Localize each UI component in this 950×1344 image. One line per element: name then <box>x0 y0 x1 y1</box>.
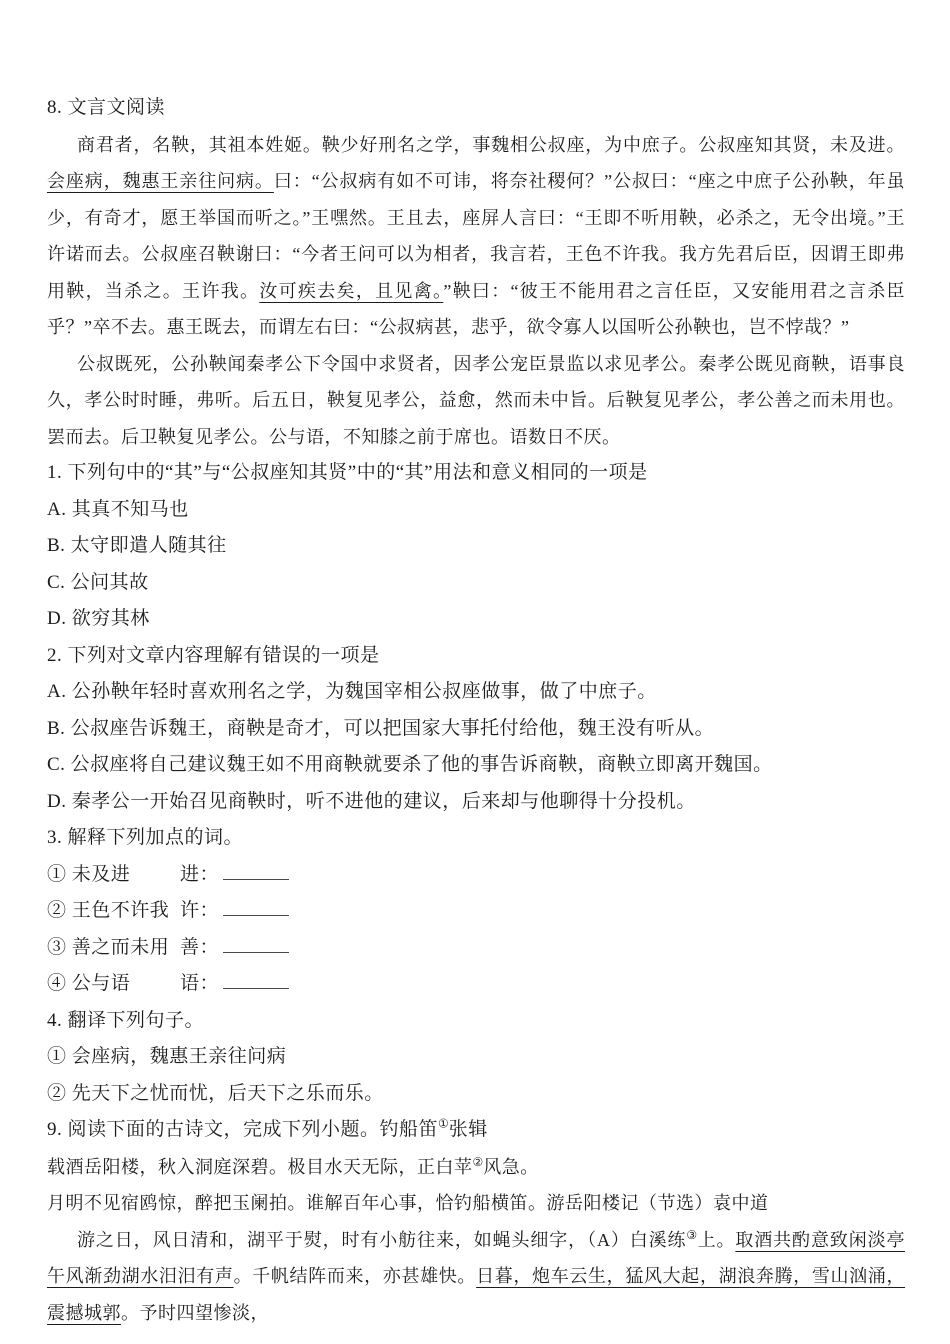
q9-poem-line-1 <box>47 1149 905 1186</box>
text-run: 9. 阅读下面的古诗文，完成下列小题。钓船笛 <box>47 1119 439 1140</box>
q3-item-1-phrase: ① 未及进 <box>47 863 131 885</box>
text-run: 游之日，风日清和，湖平于熨，时有小舫往来，如蝇头细字，（A）白溪练 <box>77 1229 687 1250</box>
q2-option-a: A. 公孙鞅年轻时喜欢刑名之学，为魏国宰相公叔座做事，做了中庶子。 <box>47 681 657 702</box>
q3-stem: 3. 解释下列加点的词。 <box>47 827 244 848</box>
text-run: 月明不见宿鸥惊，醉把玉阑拍。谁解百年心事，恰钓船横笛。游岳阳楼记（节选）袁中道 <box>47 1193 769 1213</box>
q8-passage-paragraph-2 <box>47 346 905 456</box>
text-run: 风急。 <box>483 1156 539 1177</box>
q8-passage-paragraph-1 <box>47 127 905 346</box>
q1-option-c: C. 公问其故 <box>47 571 149 593</box>
q8-heading: 8. 文言文阅读 <box>47 97 166 118</box>
q1-option-a: A. 其真不知马也 <box>47 498 189 520</box>
q1-stem: 1. 下列句中的“其”与“公叔座知其贤”中的“其”用法和意义相同的一项是 <box>47 462 648 483</box>
q4-stem: 4. 翻译下列句子。 <box>47 1009 205 1031</box>
q1-option-d: D. 欲穷其林 <box>47 608 150 629</box>
q4-item-1: ① 会座病，魏惠王亲往问病 <box>47 1046 287 1067</box>
footnote-marker: ② <box>472 1154 484 1169</box>
q2-option-b: B. 公叔座告诉魏王，商鞅是奇才，可以把国家大事托付给他，魏王没有听从。 <box>47 717 715 739</box>
q3-item-4-word: 语： <box>180 973 220 994</box>
footnote-marker: ③ <box>686 1227 698 1242</box>
q3-item-2 <box>47 893 905 930</box>
underlined-text: 日暮，炮车云生，猛风大起，湖浪奔腾，雪山汹涌，震撼城郭 <box>47 1266 906 1323</box>
text-run: 。千帆结阵而来，亦甚雄快。 <box>233 1266 477 1286</box>
q3-item-3 <box>47 930 905 967</box>
text-run: ”鞅曰：“彼王不能用君之言任臣，又安能用君之言杀臣乎？”卒不去。惠王既去，而谓左右曰：“公叔病甚，悲乎，欲令寡人以国听公孙鞅也，岂不悖哉？” <box>47 280 906 337</box>
answer-blank <box>223 970 289 989</box>
footnote-marker: ① <box>438 1116 449 1131</box>
q1-option-b: B. 太守即遣人随其往 <box>47 535 227 556</box>
text-run: 商君者，名鞅，其祖本姓姬。鞅少好刑名之学，事魏相公叔座，为中庶子。公叔座知其贤，未及进。 <box>77 134 905 155</box>
q3-item-4-phrase: ④ 公与语 <box>47 973 131 994</box>
answer-blank <box>223 861 289 880</box>
q4-item-2: ② 先天下之忧而忧，后天下之乐而乐。 <box>47 1082 384 1104</box>
text-run: 公叔既死，公孙鞅闻秦孝公下令国中求贤者，因孝公宠臣景监以求见孝公。秦孝公既见商鞅，语事良久，孝公时时睡，弗听。后五日，鞅复见孝公，益愈，然而未中旨。后鞅复见孝公，孝公善之而未用也。罢而去。后卫鞅复见孝公。公与语，不知膝之前于席也。语数日不厌。 <box>47 353 905 447</box>
q3-item-4 <box>47 966 905 1003</box>
underlined-text: 会座病，魏惠王亲往问病。 <box>47 171 274 191</box>
q2-option-c: C. 公叔座将自己建议魏王如不用商鞅就要杀了他的事告诉商鞅，商鞅立即离开魏国。 <box>47 754 773 775</box>
text-run: 载酒岳阳楼，秋入洞庭深碧。极目水天无际，正白苹 <box>47 1156 473 1177</box>
q9-poem-line-2 <box>47 1185 905 1222</box>
q9-heading <box>47 1112 905 1149</box>
q3-item-1-word: 进： <box>180 863 220 885</box>
q3-item-2-phrase: ② 王色不许我 <box>47 900 170 921</box>
underlined-text: 取酒共酌意致闲淡亭午风渐劲湖水汨汨有声 <box>47 1229 906 1286</box>
answer-blank <box>223 934 289 953</box>
text-run: 上。 <box>697 1229 736 1250</box>
underlined-text: 汝可疾去矣，且见禽。 <box>259 280 444 301</box>
answer-blank <box>223 897 289 916</box>
text-run: 张辑 <box>448 1119 488 1140</box>
text-run: 。予时四望惨淡， <box>121 1302 269 1323</box>
q9-prose-paragraph <box>47 1222 905 1332</box>
q2-stem: 2. 下列对文章内容理解有错误的一项是 <box>47 644 380 666</box>
text-run: 曰：“公叔病有如不可讳，将奈社稷何？”公叔曰：“座之中庶子公孙鞅，年虽少，有奇才，愿王举国而听之。”王嘿然。王且去，座屏人言曰：“王即不听用鞅，必杀之，无令出境。”王许诺而去。公叔座召鞅谢曰：“今者王问可以为相者，我言若，王色不许我。我方先君后臣，因谓王即弗用鞅，当杀之。王许我。 <box>47 171 906 301</box>
q2-option-d: D. 秦孝公一开始召见商鞅时，听不进他的建议，后来却与他聊得十分投机。 <box>47 790 696 812</box>
q3-item-1 <box>47 857 905 894</box>
q3-item-3-phrase: ③ 善之而未用 <box>47 936 170 958</box>
q3-item-3-word: 善： <box>180 936 220 958</box>
q3-item-2-word: 许： <box>180 900 220 921</box>
